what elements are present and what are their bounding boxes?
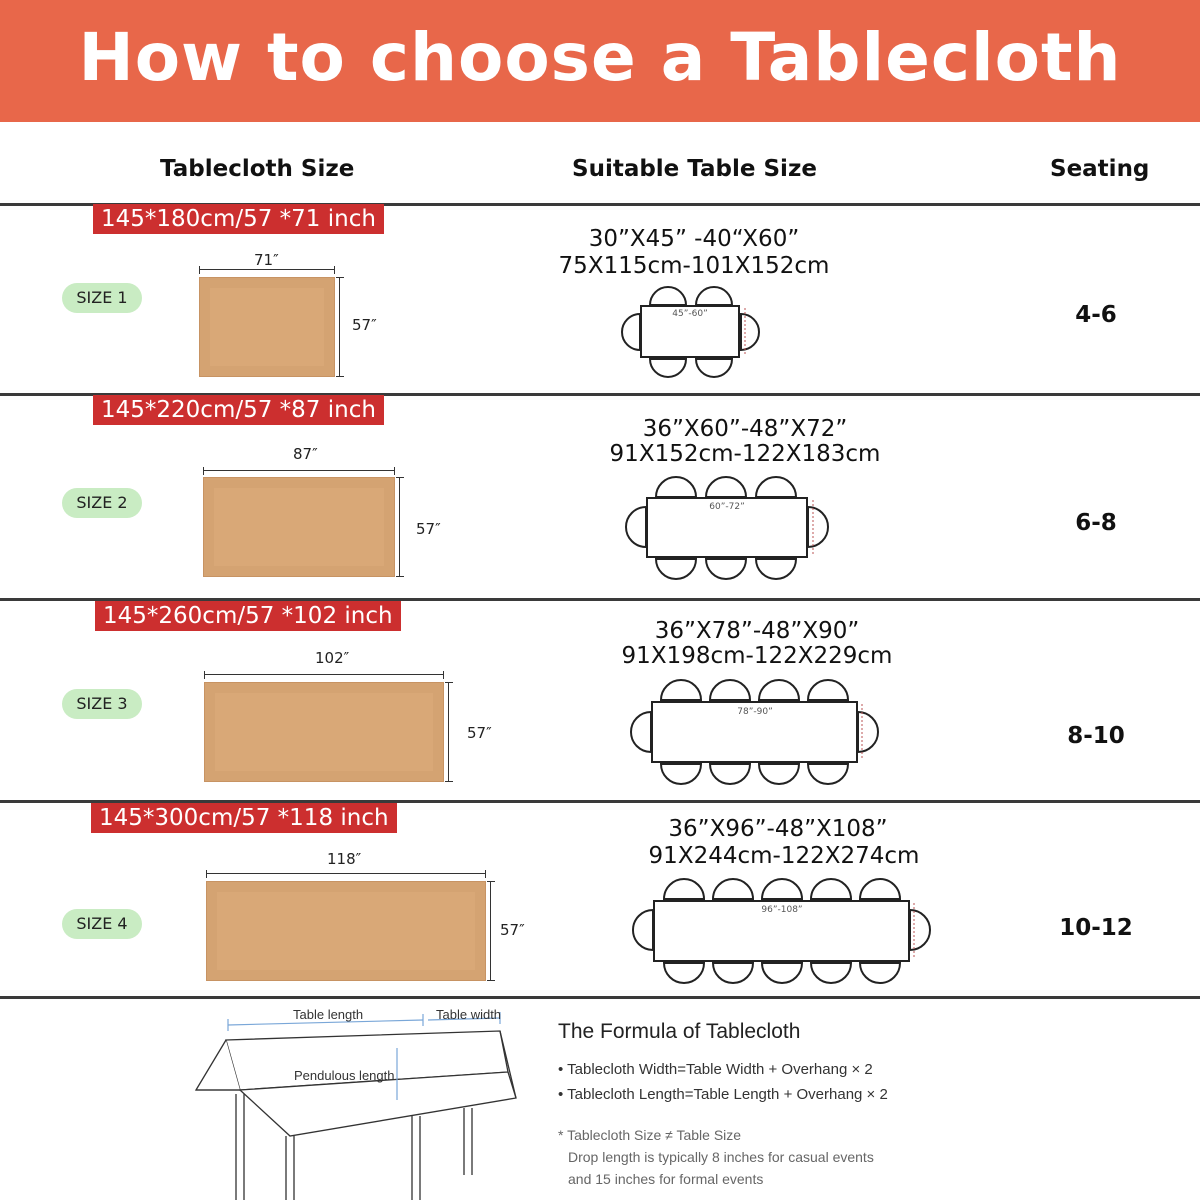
- page-title: How to choose a Tablecloth: [0, 0, 1200, 122]
- table-size-cm: 91X152cm-122X183cm: [609, 441, 881, 467]
- header-suitable-table-size: Suitable Table Size: [572, 156, 817, 182]
- note-casual-drop: Drop length is typically 8 inches for casual events: [568, 1149, 874, 1165]
- size-dimension-label: 145*260cm/57 *102 inch: [95, 601, 401, 631]
- table-dimension-text: 96”-108”: [761, 905, 803, 915]
- length-dimension-text: 71″: [254, 251, 279, 269]
- table-size-cm: 91X198cm-122X229cm: [621, 643, 893, 669]
- table-dimension-text: 45”-60”: [672, 309, 708, 319]
- size-badge: SIZE 3: [62, 689, 142, 719]
- pendulous-length-label: Pendulous length: [294, 1068, 395, 1083]
- length-dimension-text: 102″: [315, 649, 350, 667]
- formula-title: The Formula of Tablecloth: [558, 1020, 801, 1043]
- formula-length-line: • Tablecloth Length=Table Length + Overhang × 2: [558, 1086, 888, 1103]
- size-badge: SIZE 2: [62, 488, 142, 518]
- header-seating: Seating: [1050, 156, 1150, 182]
- size-dimension-label: 145*300cm/57 *118 inch: [91, 803, 397, 833]
- table-size-cm: 91X244cm-122X274cm: [648, 843, 920, 869]
- table-length-label: Table length: [293, 1007, 364, 1022]
- length-dimension-text: 87″: [293, 445, 318, 463]
- header-tablecloth-size: Tablecloth Size: [160, 156, 355, 182]
- table-dimension-text: 78”-90”: [737, 707, 773, 717]
- table-size-inch: 36”X96”-48”X108”: [668, 816, 888, 842]
- note-formal-drop: and 15 inches for formal events: [568, 1171, 764, 1187]
- table-size-inch: 36”X78”-48”X90”: [654, 618, 860, 644]
- formula-width-line: • Tablecloth Width=Table Width + Overhang × 2: [558, 1061, 873, 1078]
- length-dimension-text: 118″: [327, 850, 362, 868]
- seating-count: 8-10: [1067, 723, 1125, 749]
- width-dimension-text: 57″: [416, 520, 441, 538]
- width-dimension-text: 57″: [467, 724, 492, 742]
- size-badge: SIZE 4: [62, 909, 142, 939]
- table-size-inch: 30”X45” -40“X60”: [588, 226, 800, 252]
- table-size-inch: 36”X60”-48”X72”: [642, 416, 848, 442]
- seating-count: 10-12: [1059, 915, 1133, 941]
- size-badge: SIZE 1: [62, 283, 142, 313]
- size-dimension-label: 145*180cm/57 *71 inch: [93, 204, 384, 234]
- width-dimension-text: 57″: [500, 921, 525, 939]
- seating-count: 4-6: [1075, 302, 1117, 328]
- note-size-warning: * Tablecloth Size ≠ Table Size: [558, 1127, 742, 1143]
- size-dimension-label: 145*220cm/57 *87 inch: [93, 395, 384, 425]
- seating-count: 6-8: [1075, 510, 1117, 536]
- table-dimension-text: 60”-72”: [709, 502, 745, 512]
- width-dimension-text: 57″: [352, 316, 377, 334]
- table-width-label: Table width: [436, 1007, 502, 1022]
- table-size-cm: 75X115cm-101X152cm: [558, 253, 830, 279]
